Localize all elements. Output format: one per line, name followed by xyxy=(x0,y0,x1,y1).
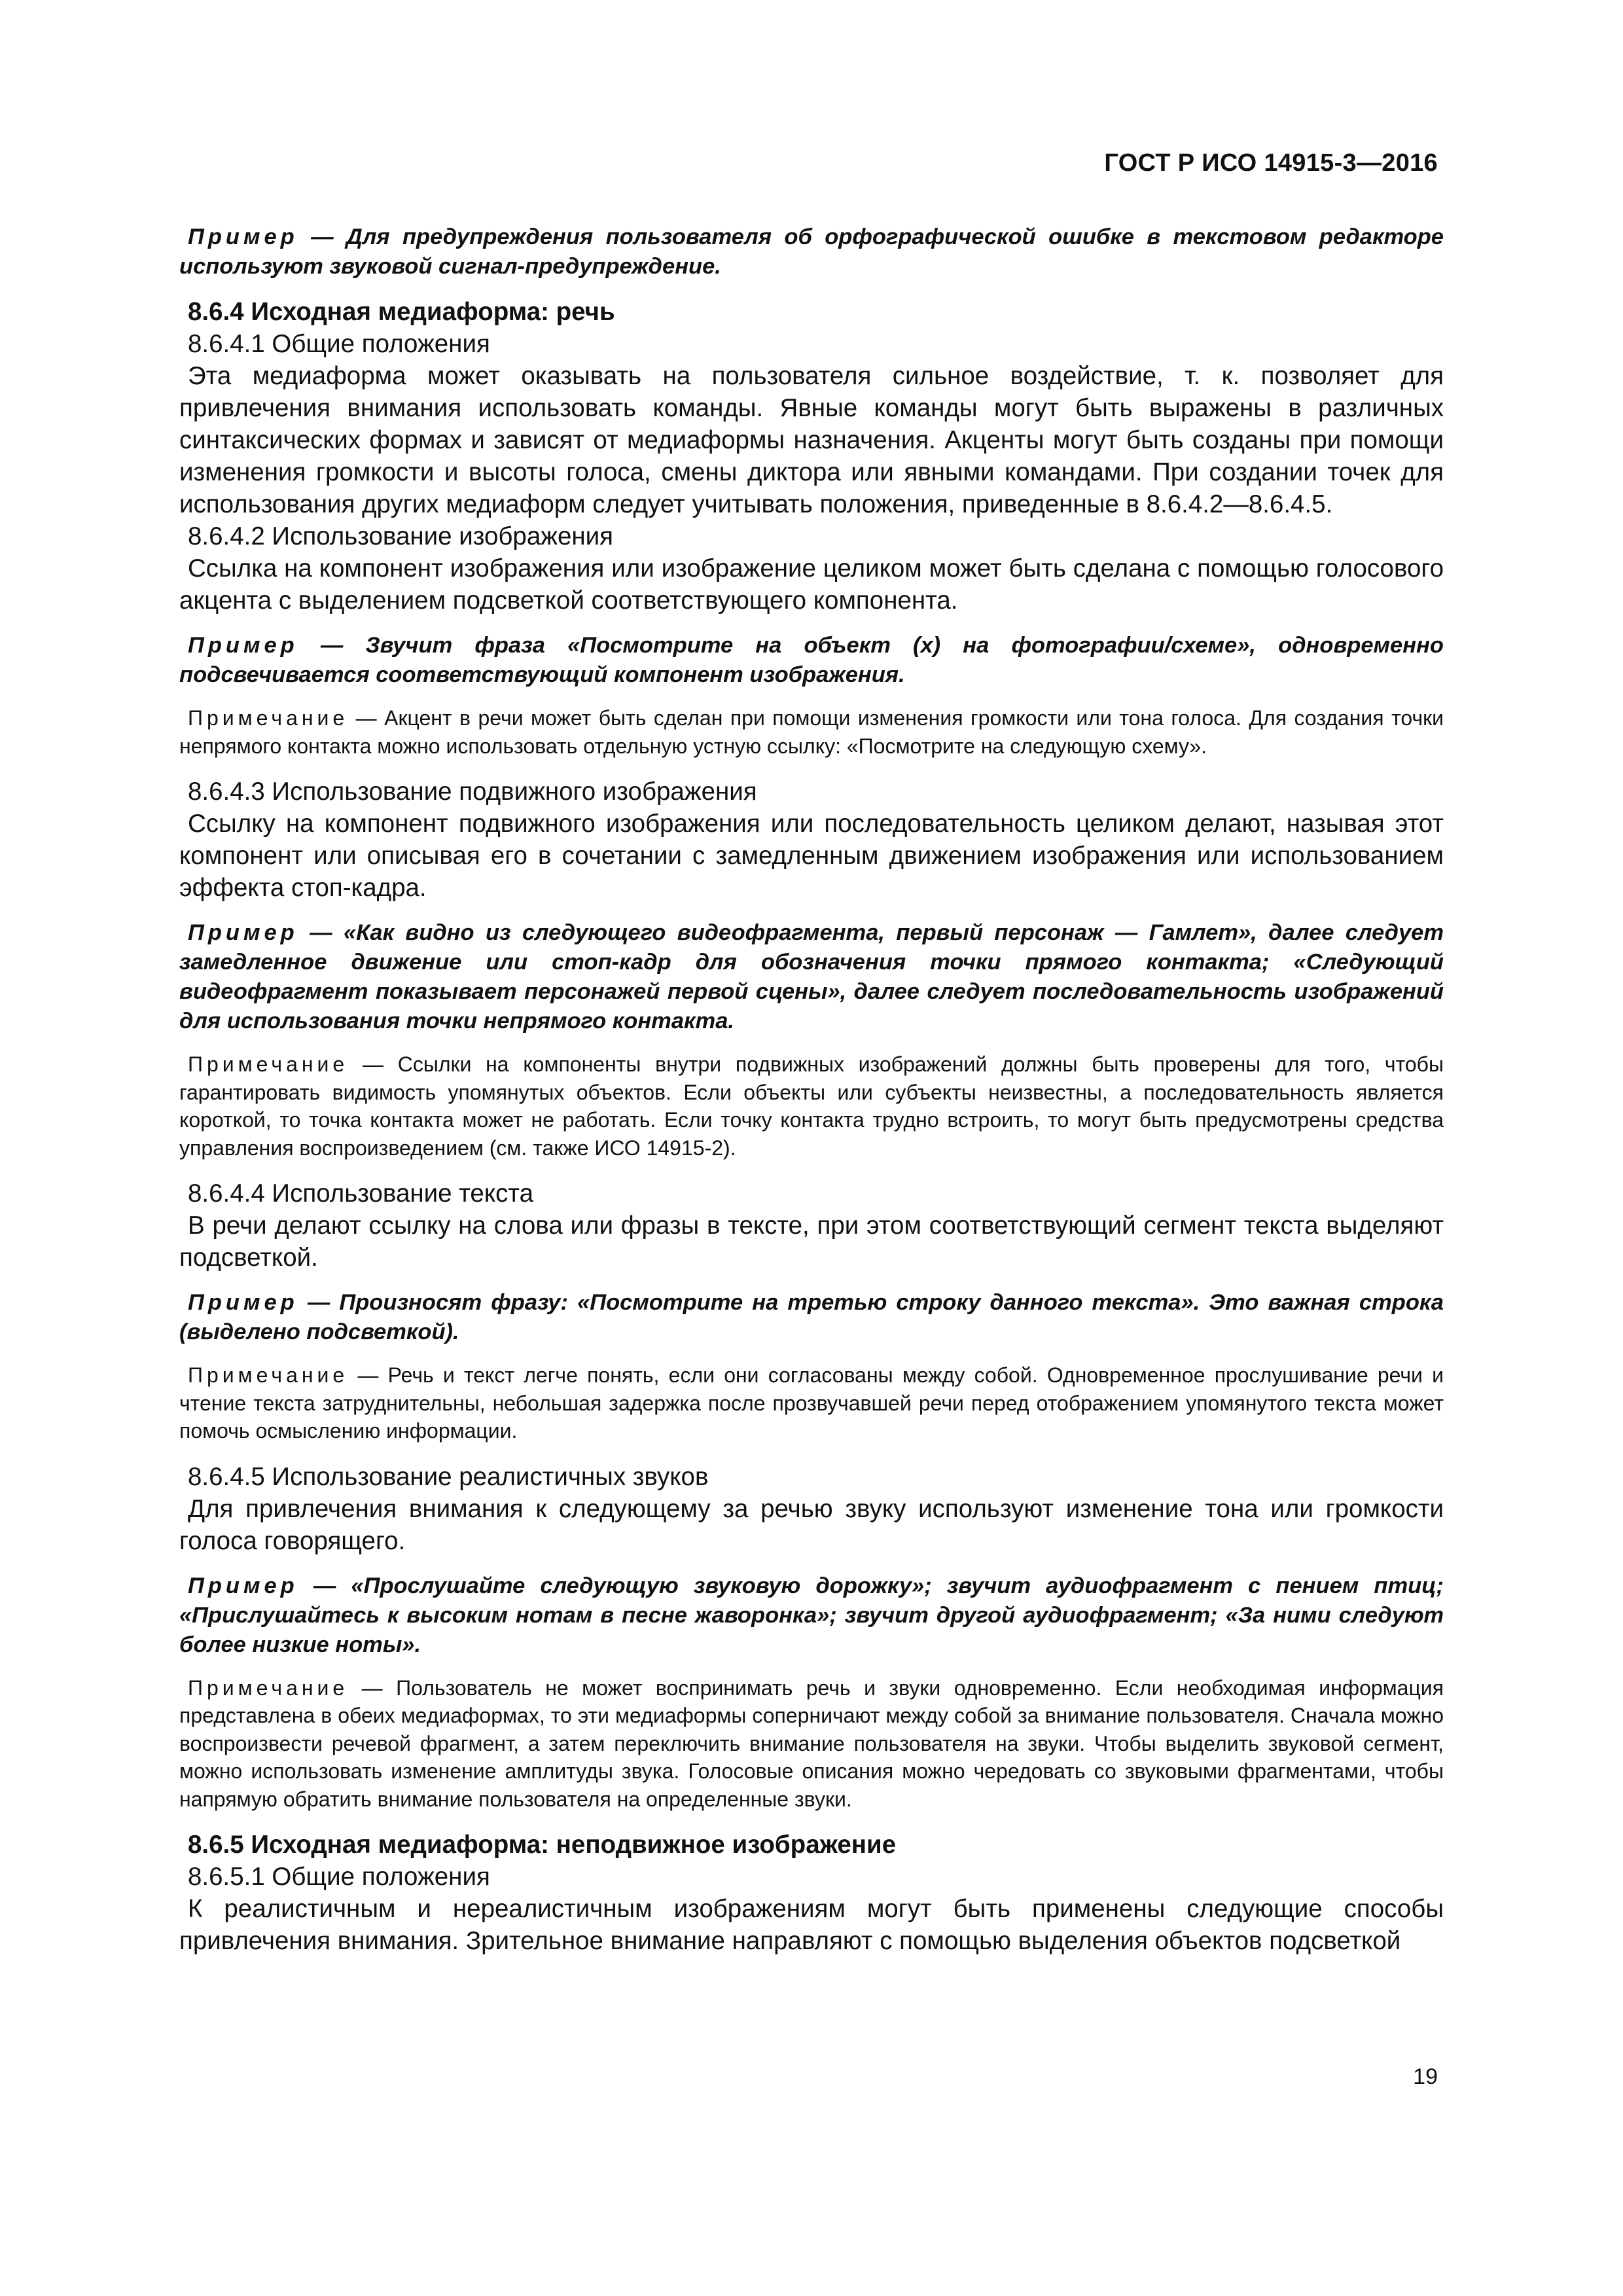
note-text: — Речь и текст легче понять, если они согласованы между собой. Одновременное прослушивание речи и чтение текста затруднительны, небольшая задержка после прозвучавшей речи перед отображением упомянутого текста может помочь осмыслению информации. xyxy=(179,1363,1444,1443)
subsection-title-8-6-4-1: 8.6.4.1 Общие положения xyxy=(188,330,490,358)
note-moving-image xyxy=(179,1050,1444,1162)
subsection-title-8-6-4-2: 8.6.4.2 Использование изображения xyxy=(188,522,614,550)
note-image xyxy=(179,704,1444,760)
paragraph-8-6-4-1: Эта медиаформа может оказывать на пользователя сильное воздействие, т. к. позволяет для привлечения внимания использовать команды. Явные команды могут быть выражены в различных синтаксических формах и зависят от медиаформы назначения. Акценты могут быть созданы при помощи изменения громкости и высоты голоса, смены диктора или явными командами. При создании точек для использования других медиаформ следует учитывать положения, приведенные в 8.6.4.2—8.6.4.5. xyxy=(179,362,1444,518)
subsection-title-8-6-4-3: 8.6.4.3 Использование подвижного изображения xyxy=(188,778,757,806)
example-moving-image xyxy=(179,918,1444,1036)
paragraph-8-6-4-4: В речи делают ссылку на слова или фразы в тексте, при этом соответствующий сегмент текста выделяют подсветкой. xyxy=(179,1211,1444,1272)
note-text: — Акцент в речи может быть сделан при помощи изменения громкости или тона голоса. Для создания точки непрямого контакта можно использовать отдельную устную ссылку: «Посмотрите на следующую схему». xyxy=(179,706,1444,758)
example-label: Пример xyxy=(188,1290,298,1315)
note-label: Примечание xyxy=(188,1052,349,1076)
note-text-usage xyxy=(179,1361,1444,1445)
paragraph-8-6-4-3: Ссылку на компонент подвижного изображения или последовательность целиком делают, называя этот компонент или описывая его в сочетании с замедленным движением изображения или использованием эффекта стоп-кадра. xyxy=(179,810,1444,902)
example-text: — «Прослушайте следующую звуковую дорожку»; звучит аудиофрагмент с пением птиц; «Прислушайтесь к высоким нотам в песне жаворонка»; звучит другой аудиофрагмент; «За ними следуют более низкие ноты». xyxy=(179,1573,1444,1657)
example-label: Пример xyxy=(188,633,298,658)
paragraph-8-6-5-1: К реалистичным и нереалистичным изображениям могут быть применены следующие способы привлечения внимания. Зрительное внимание направляют с помощью выделения объектов подсветкой xyxy=(179,1895,1444,1955)
paragraph-8-6-4-2: Ссылка на компонент изображения или изображение целиком может быть сделана с помощью голосового акцента с выделением подсветкой соответствующего компонента. xyxy=(179,554,1444,615)
document-header: ГОСТ Р ИСО 14915-3—2016 xyxy=(1104,149,1438,177)
subsection-title-8-6-4-4: 8.6.4.4 Использование текста xyxy=(188,1179,533,1208)
note-label: Примечание xyxy=(188,706,349,730)
note-text: — Ссылки на компоненты внутри подвижных изображений должны быть проверены для того, чтобы гарантировать видимость упомянутых объектов. Если объекты или субъекты неизвестны, а последовательность является короткой, то точка контакта может не работать. Если точку контакта трудно встроить, то могут быть предусмотрены средства управления воспроизведением (см. также ИСО 14915-2). xyxy=(179,1052,1444,1160)
example-text-usage xyxy=(179,1288,1444,1347)
example-text: — Для предупреждения пользователя об орфографической ошибке в текстовом редакторе используют звуковой сигнал-предупреждение. xyxy=(179,224,1444,279)
example-label: Пример xyxy=(188,1573,298,1598)
example-label: Пример xyxy=(188,224,298,249)
note-realistic-sounds xyxy=(179,1674,1444,1814)
page-content xyxy=(179,223,1444,1957)
example-realistic-sounds xyxy=(179,1571,1444,1660)
page-number: 19 xyxy=(1413,2064,1438,2089)
note-label: Примечание xyxy=(188,1363,349,1387)
subsection-title-8-6-4-5: 8.6.4.5 Использование реалистичных звуков xyxy=(188,1462,709,1491)
example-orthography xyxy=(179,223,1444,281)
section-title-8-6-5: 8.6.5 Исходная медиаформа: неподвижное изображение xyxy=(188,1831,897,1859)
example-image xyxy=(179,631,1444,690)
section-title-8-6-4: 8.6.4 Исходная медиаформа: речь xyxy=(188,298,615,326)
subsection-title-8-6-5-1: 8.6.5.1 Общие положения xyxy=(188,1863,490,1891)
note-label: Примечание xyxy=(188,1676,349,1700)
example-label: Пример xyxy=(188,920,298,945)
example-text: — «Как видно из следующего видеофрагмента, первый персонаж — Гамлет», далее следует замедленное движение или стоп-кадр для обозначения точки прямого контакта; «Следующий видеофрагмент показывает персонажей первой сцены», далее следует последовательность изображений для использования точки непрямого контакта. xyxy=(179,920,1444,1033)
note-text: — Пользователь не может воспринимать речь и звуки одновременно. Если необходимая информация представлена в обеих медиаформах, то эти медиаформы соперничают между собой за внимание пользователя. Сначала можно воспроизвести речевой фрагмент, а затем переключить внимание пользователя на звуки. Чтобы выделить звуковой сегмент, можно использовать изменение амплитуды звука. Голосовые описания можно чередовать со звуковыми фрагментами, чтобы напрямую обратить внимание пользователя на определенные звуки. xyxy=(179,1676,1444,1811)
example-text: — Звучит фраза «Посмотрите на объект (х) на фотографии/схеме», одновременно подсвечивается соответствующий компонент изображения. xyxy=(179,633,1444,687)
example-text: — Произносят фразу: «Посмотрите на третью строку данного текста». Это важная строка (выделено подсветкой). xyxy=(179,1290,1444,1344)
paragraph-8-6-4-5: Для привлечения внимания к следующему за речью звуку используют изменение тона или громкости голоса говорящего. xyxy=(179,1494,1444,1555)
